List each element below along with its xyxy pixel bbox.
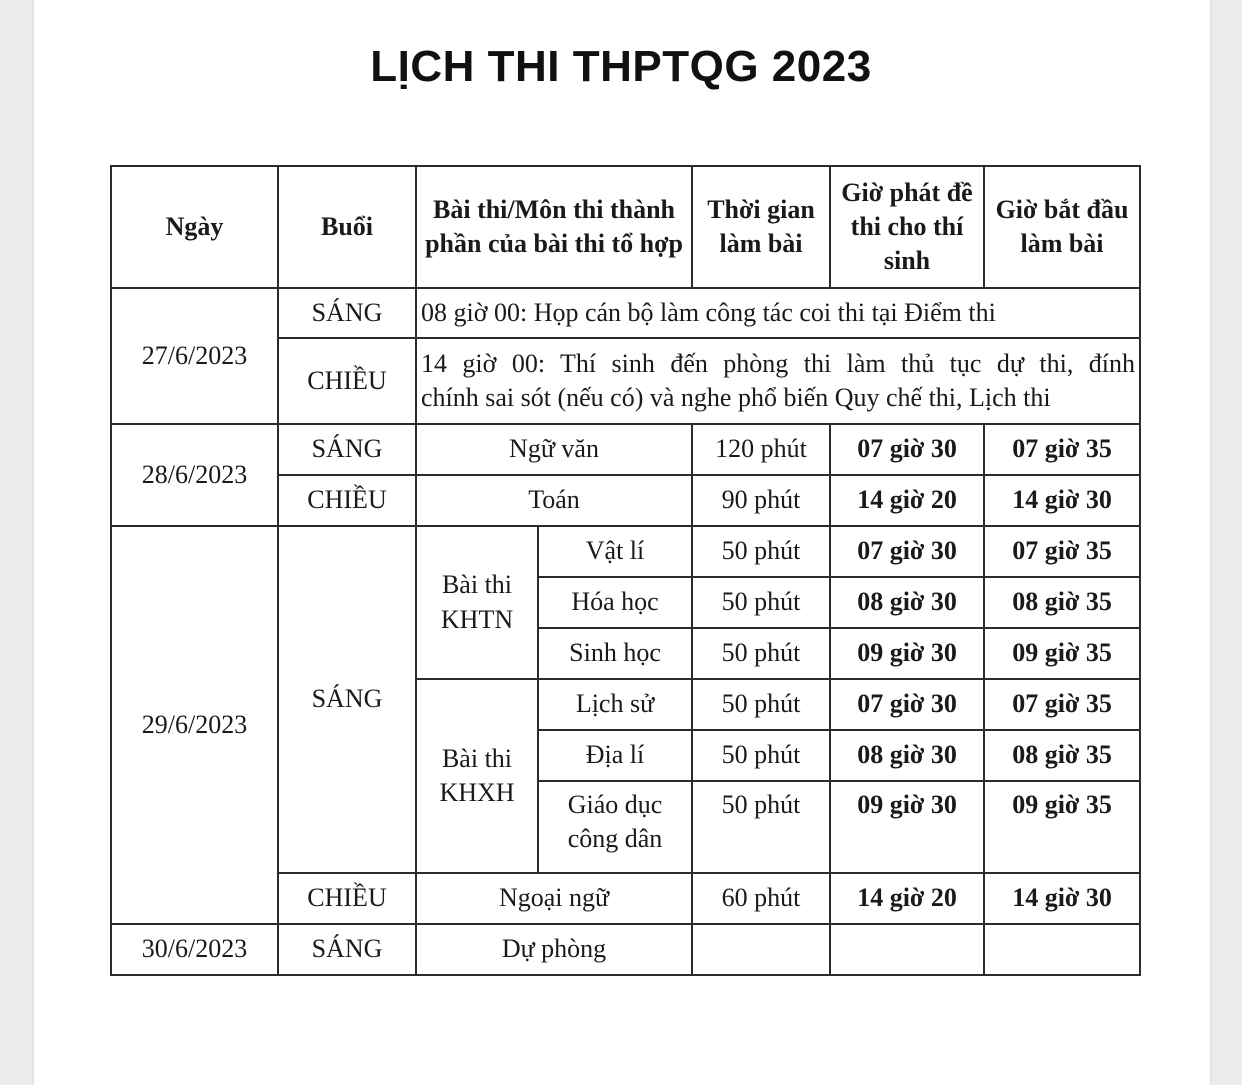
date-cell: 30/6/2023 <box>111 924 278 975</box>
subject-cell: Ngữ văn <box>416 424 692 475</box>
duration-cell: 50 phút <box>692 730 830 781</box>
session-cell: SÁNG <box>278 924 416 975</box>
distribute-time-cell: 14 giờ 20 <box>830 475 984 526</box>
date-cell: 27/6/2023 <box>111 288 278 424</box>
header-subject: Bài thi/Môn thi thành phần của bài thi tổ hợp <box>416 166 692 288</box>
header-distribute-time: Giờ phát đề thi cho thí sinh <box>830 166 984 288</box>
session-cell: CHIỀU <box>278 475 416 526</box>
session-cell: SÁNG <box>278 526 416 873</box>
start-time-cell: 09 giờ 35 <box>984 781 1140 873</box>
note-cell <box>416 338 1140 424</box>
date-cell: 29/6/2023 <box>111 526 278 924</box>
header-date: Ngày <box>111 166 278 288</box>
page-title: LỊCH THI THPTQG 2023 <box>370 42 872 91</box>
exam-group-cell: Bài thi KHTN <box>416 526 538 679</box>
distribute-time-cell: 09 giờ 30 <box>830 628 984 679</box>
note-line: 14 giờ 00: Thí sinh đến phòng thi làm thủ tục dự thi, đính <box>421 348 1136 378</box>
note-line: chính sai sót (nếu có) và nghe phổ biến Quy chế thi, Lịch thi <box>421 383 1051 412</box>
start-time-cell: 09 giờ 35 <box>984 628 1140 679</box>
duration-cell: 50 phút <box>692 526 830 577</box>
start-time-cell: 07 giờ 35 <box>984 526 1140 577</box>
subject-cell: Dự phòng <box>416 924 692 975</box>
duration-cell: 60 phút <box>692 873 830 924</box>
start-time-cell: 14 giờ 30 <box>984 873 1140 924</box>
duration-cell <box>692 924 830 975</box>
subject-cell: Hóa học <box>538 577 692 628</box>
subject-cell: Giáo dục công dân <box>538 781 692 873</box>
exam-group-cell: Bài thi KHXH <box>416 679 538 873</box>
subject-cell: Sinh học <box>538 628 692 679</box>
distribute-time-cell: 08 giờ 30 <box>830 730 984 781</box>
subject-cell: Địa lí <box>538 730 692 781</box>
table-row <box>111 924 1140 975</box>
session-cell: SÁNG <box>278 424 416 475</box>
distribute-time-cell: 07 giờ 30 <box>830 526 984 577</box>
subject-cell: Vật lí <box>538 526 692 577</box>
table-row <box>111 288 1140 338</box>
subject-cell: Ngoại ngữ <box>416 873 692 924</box>
session-cell: CHIỀU <box>278 873 416 924</box>
duration-cell: 50 phút <box>692 628 830 679</box>
header-session: Buổi <box>278 166 416 288</box>
note-cell: 08 giờ 00: Họp cán bộ làm công tác coi thi tại Điểm thi <box>416 288 1140 338</box>
table-row <box>111 424 1140 475</box>
table-row <box>111 526 1140 577</box>
header-duration: Thời gian làm bài <box>692 166 830 288</box>
start-time-cell: 08 giờ 35 <box>984 730 1140 781</box>
distribute-time-cell: 07 giờ 30 <box>830 424 984 475</box>
start-time-cell: 07 giờ 35 <box>984 424 1140 475</box>
duration-cell: 50 phút <box>692 577 830 628</box>
subject-cell: Toán <box>416 475 692 526</box>
distribute-time-cell: 07 giờ 30 <box>830 679 984 730</box>
session-cell: CHIỀU <box>278 338 416 424</box>
exam-schedule-table <box>110 165 1141 976</box>
subject-cell: Lịch sử <box>538 679 692 730</box>
header-row <box>111 166 1140 288</box>
distribute-time-cell: 14 giờ 20 <box>830 873 984 924</box>
distribute-time-cell <box>830 924 984 975</box>
header-start-time: Giờ bắt đầu làm bài <box>984 166 1140 288</box>
start-time-cell <box>984 924 1140 975</box>
start-time-cell: 08 giờ 35 <box>984 577 1140 628</box>
distribute-time-cell: 08 giờ 30 <box>830 577 984 628</box>
start-time-cell: 07 giờ 35 <box>984 679 1140 730</box>
duration-cell: 90 phút <box>692 475 830 526</box>
duration-cell: 120 phút <box>692 424 830 475</box>
duration-cell: 50 phút <box>692 781 830 873</box>
start-time-cell: 14 giờ 30 <box>984 475 1140 526</box>
duration-cell: 50 phút <box>692 679 830 730</box>
distribute-time-cell: 09 giờ 30 <box>830 781 984 873</box>
date-cell: 28/6/2023 <box>111 424 278 526</box>
session-cell: SÁNG <box>278 288 416 338</box>
